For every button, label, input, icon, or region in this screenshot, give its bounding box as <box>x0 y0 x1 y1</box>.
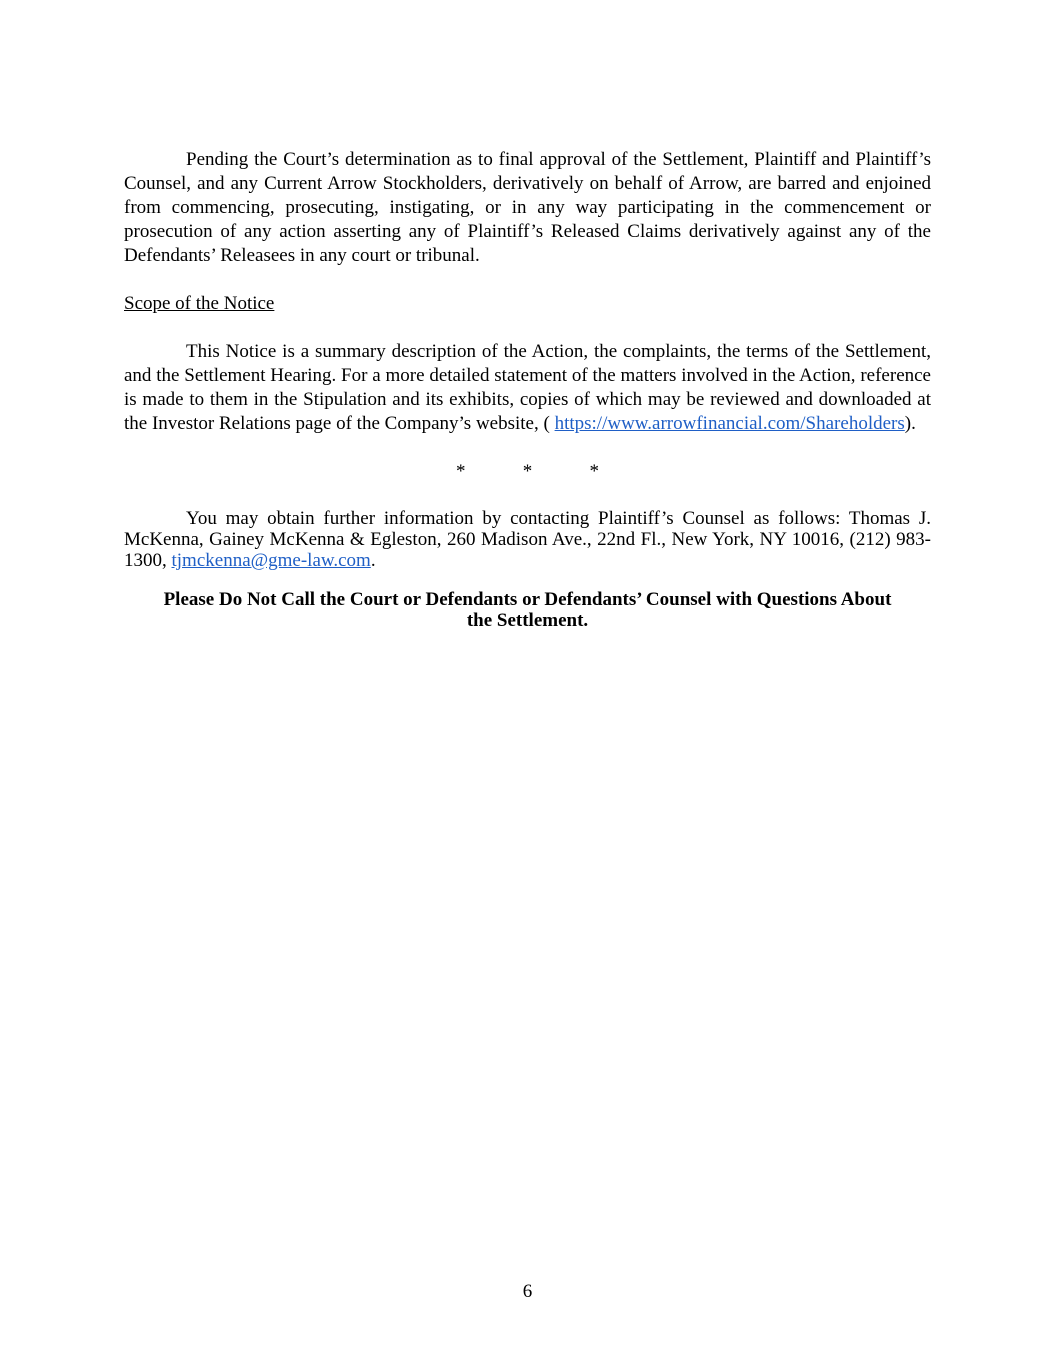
email-link[interactable]: tjmckenna@gme-law.com <box>171 550 371 571</box>
page-number: 6 <box>522 1281 533 1302</box>
notice-line-2: the Settlement. <box>466 610 589 631</box>
notice-line-1: Please Do Not Call the Court or Defendants or Defendants’ Counsel with Questions About <box>163 589 892 610</box>
shareholders-link[interactable]: https://www.arrowfinancial.com/Shareholders <box>554 413 905 434</box>
scope-heading: Scope of the Notice <box>124 293 275 314</box>
scope-end: ). <box>904 413 916 434</box>
separator-star: * <box>589 461 599 482</box>
contact-end: . <box>370 550 376 571</box>
do-not-call-notice <box>124 589 931 631</box>
separator-star: * <box>456 461 466 482</box>
contact-text: You may obtain further information by contacting Plaintiff’s Counsel as follows: Thomas J. McKenna, Gainey McKenna & Egleston, 260 Madison Ave., 22nd Fl., New York, NY 10016, (212) 983-1300, <box>124 508 931 571</box>
contact-paragraph <box>124 508 931 571</box>
separator-star: * <box>522 461 533 482</box>
document-page <box>124 148 931 631</box>
scope-paragraph <box>124 340 931 436</box>
pending-paragraph: Pending the Court’s determination as to final approval of the Settlement, Plaintiff and Plaintiff’s Counsel, and any Current Arrow Stockholders, derivatively on behalf of Arrow, are barred and enjoined from commencing, prosecuting, instigating, or in any way participating in the commencement or prosecution of any action asserting any of Plaintiff’s Released Claims derivatively against any of the Defendants’ Releasees in any court or tribunal. <box>124 149 931 266</box>
scope-text: This Notice is a summary description of the Action, the complaints, the terms of the Settlement, and the Settlement Hearing. For a more detailed statement of the matters involved in the Action, reference is made to them in the Stipulation and its exhibits, copies of which may be reviewed and downloaded at the Investor Relations page of the Company’s website, ( <box>124 341 931 434</box>
section-separator <box>124 460 931 484</box>
